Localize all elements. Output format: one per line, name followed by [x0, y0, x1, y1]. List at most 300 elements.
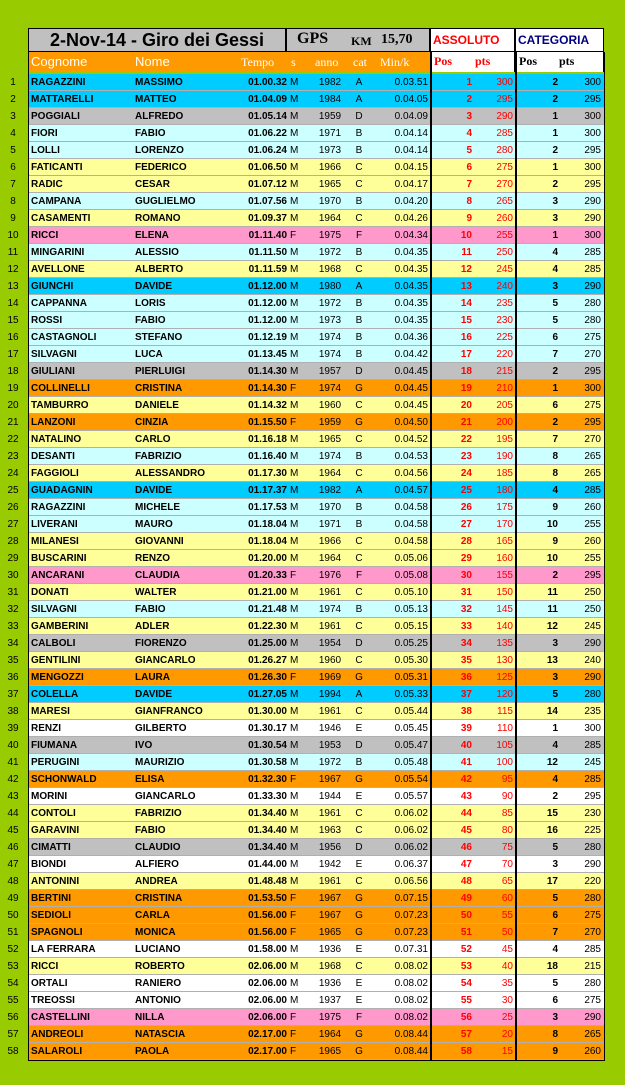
cat-pos-cell: 6	[552, 995, 558, 1006]
pos-cell: 12	[460, 264, 472, 275]
cognome-cell: DONATI	[31, 587, 69, 598]
tempo-cell: 01.30.54	[248, 740, 287, 751]
mink-cell: 0.08.02	[394, 978, 428, 989]
cat-pos-cell: 8	[552, 451, 558, 462]
anno-cell: 1960	[318, 655, 342, 666]
cognome-cell: RICCI	[31, 961, 59, 972]
pos-cell: 56	[460, 1012, 472, 1023]
pts-cell: 90	[501, 791, 513, 802]
sex-cell: M	[290, 281, 299, 292]
cat-cell: A	[355, 485, 363, 496]
anno-cell: 1974	[318, 349, 342, 360]
title-cell	[28, 28, 286, 52]
pos-cell: 47	[460, 859, 472, 870]
nome-cell: ALFREDO	[135, 111, 184, 122]
col-mink: Min/k	[380, 55, 410, 69]
mink-cell: 0.05.57	[394, 791, 428, 802]
tempo-cell: 02.06.00	[248, 995, 287, 1006]
cat-pos-cell: 5	[552, 893, 558, 904]
mink-cell: 0.03.51	[394, 77, 428, 88]
cat-pts-cell: 295	[584, 94, 601, 105]
tempo-cell: 01.11.59	[248, 264, 287, 275]
nome-cell: CESAR	[135, 179, 171, 190]
table-row	[0, 550, 625, 567]
mink-cell: 0.04.26	[394, 213, 428, 224]
cognome-cell: SALAROLI	[31, 1046, 83, 1057]
anno-cell: 1936	[318, 944, 342, 955]
mink-cell: 0.04.50	[394, 417, 428, 428]
sex-cell: M	[290, 247, 299, 258]
tempo-cell: 01.18.04	[248, 519, 287, 530]
mink-cell: 0.07.31	[394, 944, 428, 955]
cognome-cell: SCHONWALD	[31, 774, 97, 785]
cat-cell: C	[355, 162, 363, 173]
table-row	[0, 108, 625, 125]
cat-pts-cell: 285	[584, 264, 601, 275]
anno-cell: 1969	[318, 672, 342, 683]
nome-cell: GILBERTO	[135, 723, 187, 734]
pos-cell: 22	[460, 434, 472, 445]
pts-cell: 95	[501, 774, 513, 785]
cat-pos-cell: 18	[546, 961, 558, 972]
cat-pts-cell: 295	[584, 145, 601, 156]
cognome-cell: PERUGINI	[31, 757, 80, 768]
anno-cell: 1967	[318, 774, 342, 785]
tempo-cell: 01.26.27	[248, 655, 287, 666]
pts-cell: 70	[501, 859, 513, 870]
nome-cell: FABIO	[135, 315, 166, 326]
cat-cell: D	[355, 111, 363, 122]
cat-cell: C	[355, 961, 363, 972]
cat-pos-cell: 9	[552, 536, 558, 547]
cat-pts-cell: 290	[584, 213, 601, 224]
pts-cell: 235	[496, 298, 513, 309]
cat-pts-cell: 290	[584, 1012, 601, 1023]
sex-cell: M	[290, 553, 299, 564]
sex-cell: M	[290, 196, 299, 207]
cat-cell: E	[355, 791, 363, 802]
cat-pts-cell: 290	[584, 859, 601, 870]
sex-cell: M	[290, 740, 299, 751]
tempo-cell: 01.56.00	[248, 910, 287, 921]
nome-cell: CARLO	[135, 434, 171, 445]
cognome-cell: FAGGIOLI	[31, 468, 79, 479]
cat-pos-cell: 2	[552, 179, 558, 190]
mink-cell: 0.04.14	[394, 128, 428, 139]
sex-cell: M	[290, 978, 299, 989]
cat-cell: C	[355, 213, 363, 224]
mink-cell: 0.05.13	[394, 604, 428, 615]
mink-cell: 0.08.44	[394, 1046, 428, 1057]
row-number: 24	[7, 468, 19, 479]
cat-cell: C	[355, 808, 363, 819]
cognome-cell: POGGIALI	[31, 111, 80, 122]
tempo-cell: 01.53.50	[248, 893, 287, 904]
nome-cell: ALFIERO	[135, 859, 179, 870]
cognome-cell: TREOSSI	[31, 995, 75, 1006]
tempo-cell: 01.18.04	[248, 536, 287, 547]
sex-cell: M	[290, 723, 299, 734]
cat-pos-cell: 3	[552, 281, 558, 292]
table-row	[0, 754, 625, 771]
cat-pts-cell: 245	[584, 757, 601, 768]
cat-pts-cell: 290	[584, 281, 601, 292]
tempo-cell: 01.44.00	[248, 859, 287, 870]
mink-cell: 0.05.10	[394, 587, 428, 598]
mink-cell: 0.04.57	[394, 485, 428, 496]
nome-cell: CLAUDIA	[135, 570, 180, 581]
sex-cell: M	[290, 519, 299, 530]
table-row	[0, 652, 625, 669]
column-divider	[604, 52, 605, 1060]
anno-cell: 1968	[318, 264, 342, 275]
sex-cell: M	[290, 621, 299, 632]
table-row	[0, 278, 625, 295]
sex-cell: F	[290, 1012, 297, 1023]
cat-cell: F	[355, 570, 363, 581]
sex-cell: M	[290, 995, 299, 1006]
pts-cell: 215	[496, 366, 513, 377]
row-number: 19	[7, 383, 19, 394]
cat-cell: G	[355, 910, 363, 921]
tempo-cell: 01.16.40	[248, 451, 287, 462]
sex-cell: M	[290, 213, 299, 224]
tempo-cell: 02.17.00	[248, 1029, 287, 1040]
col-cognome: Cognome	[31, 54, 88, 69]
cat-cell: B	[355, 502, 363, 513]
cat-pos-cell: 5	[552, 298, 558, 309]
mink-cell: 0.04.14	[394, 145, 428, 156]
anno-cell: 1937	[318, 995, 342, 1006]
tempo-cell: 01.32.30	[248, 774, 287, 785]
table-row	[0, 788, 625, 805]
nome-cell: MAURIZIO	[135, 757, 185, 768]
pos-cell: 52	[460, 944, 472, 955]
row-number: 2	[10, 94, 16, 105]
pts-cell: 150	[496, 587, 513, 598]
cat-pts-cell: 280	[584, 893, 601, 904]
cat-pts-cell: 285	[584, 247, 601, 258]
cognome-cell: MINGARINI	[31, 247, 85, 258]
pos-cell: 25	[460, 485, 472, 496]
sex-cell: M	[290, 315, 299, 326]
pos-cell: 43	[460, 791, 472, 802]
mink-cell: 0.04.42	[394, 349, 428, 360]
pos-cell: 17	[460, 349, 472, 360]
mink-cell: 0.06.37	[394, 859, 428, 870]
anno-cell: 1973	[318, 315, 342, 326]
tempo-cell: 01.12.00	[248, 281, 287, 292]
nome-cell: MATTEO	[135, 94, 177, 105]
tempo-cell: 01.26.30	[248, 672, 287, 683]
mink-cell: 0.04.58	[394, 519, 428, 530]
sex-cell: M	[290, 757, 299, 768]
mink-cell: 0.07.15	[394, 893, 428, 904]
tempo-cell: 01.14.30	[248, 383, 287, 394]
tempo-cell: 01.05.14	[248, 111, 287, 122]
table-row	[0, 720, 625, 737]
nome-cell: ADLER	[135, 621, 170, 632]
sex-cell: M	[290, 162, 299, 173]
row-number: 6	[10, 162, 16, 173]
row-number: 21	[7, 417, 19, 428]
row-number: 27	[7, 519, 19, 530]
mink-cell: 0.05.25	[394, 638, 428, 649]
anno-cell: 1959	[318, 417, 342, 428]
row-number: 13	[7, 281, 19, 292]
cat-pos-cell: 4	[552, 774, 558, 785]
nome-cell: FABRIZIO	[135, 808, 182, 819]
sex-cell: M	[290, 961, 299, 972]
cognome-cell: RAGAZZINI	[31, 502, 86, 513]
pos-cell: 21	[460, 417, 472, 428]
cat-pts-cell: 260	[584, 536, 601, 547]
sex-cell: F	[290, 927, 297, 938]
row-number: 49	[7, 893, 19, 904]
anno-cell: 1974	[318, 332, 342, 343]
cat-pts-cell: 300	[584, 383, 601, 394]
cat-cell: G	[355, 774, 363, 785]
table-row	[0, 261, 625, 278]
anno-cell: 1976	[318, 570, 342, 581]
cat-pos-cell: 4	[552, 944, 558, 955]
anno-cell: 1974	[318, 604, 342, 615]
cognome-cell: TAMBURRO	[31, 400, 89, 411]
sex-cell: M	[290, 298, 299, 309]
cat-pts-cell: 285	[584, 485, 601, 496]
table-row	[0, 584, 625, 601]
cognome-cell: GAMBERINI	[31, 621, 89, 632]
pts-cell: 30	[501, 995, 513, 1006]
cat-pts-cell: 275	[584, 400, 601, 411]
gps-label: GPS	[297, 30, 329, 47]
pts-cell: 60	[501, 893, 513, 904]
cat-pos-cell: 3	[552, 638, 558, 649]
nome-cell: FABRIZIO	[135, 451, 182, 462]
pos-cell: 10	[460, 230, 472, 241]
table-bottom-border	[28, 1060, 605, 1061]
cat-cell: C	[355, 825, 363, 836]
sex-cell: M	[290, 791, 299, 802]
nome-cell: CARLA	[135, 910, 170, 921]
table-row	[0, 907, 625, 924]
table-row	[0, 805, 625, 822]
cognome-cell: CONTOLI	[31, 808, 76, 819]
pts-cell: 300	[496, 77, 513, 88]
anno-cell: 1994	[318, 689, 342, 700]
pts-cell: 195	[496, 434, 513, 445]
sex-cell: M	[290, 451, 299, 462]
mink-cell: 0.08.44	[394, 1029, 428, 1040]
cognome-cell: LA FERRARA	[31, 944, 96, 955]
table-row	[0, 703, 625, 720]
pos-cell: 39	[460, 723, 472, 734]
cat-pos-cell: 5	[552, 315, 558, 326]
tempo-cell: 01.58.00	[248, 944, 287, 955]
mink-cell: 0.05.33	[394, 689, 428, 700]
sex-cell: M	[290, 94, 299, 105]
pos-cell: 54	[460, 978, 472, 989]
cat-cell: C	[355, 434, 363, 445]
pos-cell: 37	[460, 689, 472, 700]
anno-cell: 1970	[318, 502, 342, 513]
anno-cell: 1972	[318, 247, 342, 258]
row-number: 57	[7, 1029, 19, 1040]
row-number: 15	[7, 315, 19, 326]
anno-cell: 1963	[318, 825, 342, 836]
cognome-cell: FIUMANA	[31, 740, 78, 751]
sex-cell: M	[290, 502, 299, 513]
row-number: 30	[7, 570, 19, 581]
pts-cell: 125	[496, 672, 513, 683]
mink-cell: 0.04.35	[394, 264, 428, 275]
tempo-cell: 01.30.17	[248, 723, 287, 734]
pos-cell: 24	[460, 468, 472, 479]
table-row	[0, 737, 625, 754]
row-number: 26	[7, 502, 19, 513]
anno-cell: 1954	[318, 638, 342, 649]
cat-pos-cell: 1	[552, 383, 558, 394]
pts-cell: 80	[501, 825, 513, 836]
pos-cell: 18	[460, 366, 472, 377]
pos-cell: 34	[460, 638, 472, 649]
mink-cell: 0.04.45	[394, 383, 428, 394]
tempo-cell: 01.17.30	[248, 468, 287, 479]
anno-cell: 1961	[318, 621, 342, 632]
cat-pos-cell: 2	[552, 417, 558, 428]
pos-cell: 1	[466, 77, 472, 88]
cat-pts-cell: 280	[584, 842, 601, 853]
pos-cell: 5	[466, 145, 472, 156]
tempo-cell: 01.12.00	[248, 298, 287, 309]
nome-cell: LORIS	[135, 298, 166, 309]
cat-pos-cell: 1	[552, 111, 558, 122]
cat-pts-cell: 295	[584, 791, 601, 802]
nome-cell: FABIO	[135, 825, 166, 836]
cat-pos-cell: 11	[547, 587, 558, 598]
tempo-cell: 01.06.22	[248, 128, 287, 139]
mink-cell: 0.04.15	[394, 162, 428, 173]
sex-cell: F	[290, 774, 297, 785]
pos-cell: 50	[460, 910, 472, 921]
pos-cell: 23	[460, 451, 472, 462]
nome-cell: ELISA	[135, 774, 165, 785]
table-row	[0, 142, 625, 159]
cognome-cell: COLELLA	[31, 689, 79, 700]
cognome-cell: GUADAGNIN	[31, 485, 93, 496]
cat-cell: B	[355, 298, 363, 309]
nome-cell: ELENA	[135, 230, 169, 241]
anno-cell: 1975	[318, 230, 342, 241]
row-number: 16	[7, 332, 19, 343]
tempo-cell: 01.20.00	[248, 553, 287, 564]
pos-cell: 11	[461, 247, 472, 258]
table-row	[0, 856, 625, 873]
cognome-cell: CASAMENTI	[31, 213, 91, 224]
cat-pts-cell: 265	[584, 451, 601, 462]
row-number: 44	[7, 808, 19, 819]
table-row	[0, 312, 625, 329]
cat-pos-cell: 2	[552, 570, 558, 581]
cognome-cell: RICCI	[31, 230, 59, 241]
row-number: 55	[7, 995, 19, 1006]
table-row	[0, 91, 625, 108]
tempo-cell: 01.33.30	[248, 791, 287, 802]
cat-cell: B	[355, 604, 363, 615]
pos-cell: 7	[466, 179, 472, 190]
tempo-cell: 01.25.00	[248, 638, 287, 649]
cat-pts-cell: 280	[584, 298, 601, 309]
col-nome: Nome	[135, 54, 170, 69]
cat-cell: F	[355, 230, 363, 241]
tempo-cell: 01.14.32	[248, 400, 287, 411]
categoria-label: CATEGORIA	[518, 33, 590, 47]
cat-pts-cell: 290	[584, 638, 601, 649]
sex-cell: F	[290, 1046, 297, 1057]
mink-cell: 0.04.34	[394, 230, 428, 241]
mink-cell: 0.04.45	[394, 366, 428, 377]
nome-cell: GIANCARLO	[135, 655, 196, 666]
sex-cell: F	[290, 383, 297, 394]
pos-cell: 15	[460, 315, 472, 326]
pts-cell: 210	[496, 383, 513, 394]
mink-cell: 0.07.23	[394, 910, 428, 921]
table-row	[0, 822, 625, 839]
cat-pts-cell: 280	[584, 315, 601, 326]
table-row	[0, 635, 625, 652]
row-number: 35	[7, 655, 19, 666]
sex-cell: M	[290, 111, 299, 122]
pos-cell: 31	[460, 587, 472, 598]
sex-cell: M	[290, 400, 299, 411]
col-cat-pos: Pos	[519, 54, 537, 68]
nome-cell: FIORENZO	[135, 638, 187, 649]
table-row	[0, 431, 625, 448]
sex-cell: M	[290, 808, 299, 819]
cat-cell: G	[355, 672, 363, 683]
tempo-cell: 01.09.37	[248, 213, 287, 224]
cat-cell: B	[355, 247, 363, 258]
table-row	[0, 244, 625, 261]
nome-cell: DANIELE	[135, 400, 179, 411]
mink-cell: 0.05.06	[394, 553, 428, 564]
sex-cell: M	[290, 485, 299, 496]
pos-cell: 3	[466, 111, 472, 122]
sex-cell: M	[290, 145, 299, 156]
nome-cell: MAURO	[135, 519, 173, 530]
mink-cell: 0.05.31	[394, 672, 428, 683]
pts-cell: 175	[496, 502, 513, 513]
anno-cell: 1956	[318, 842, 342, 853]
cat-pts-cell: 300	[584, 162, 601, 173]
col-cat: cat	[353, 55, 367, 69]
pos-cell: 29	[460, 553, 472, 564]
row-number: 45	[7, 825, 19, 836]
sex-cell: M	[290, 77, 299, 88]
row-number: 32	[7, 604, 19, 615]
cognome-cell: CIMATTI	[31, 842, 71, 853]
nome-cell: MICHELE	[135, 502, 180, 513]
col-cat-pts: pts	[559, 54, 575, 68]
row-number: 29	[7, 553, 19, 564]
sex-cell: M	[290, 842, 299, 853]
cat-pos-cell: 2	[552, 366, 558, 377]
tempo-cell: 01.11.40	[248, 230, 287, 241]
cognome-cell: NATALINO	[31, 434, 82, 445]
table-row	[0, 482, 625, 499]
row-number: 53	[7, 961, 19, 972]
pts-cell: 295	[496, 94, 513, 105]
